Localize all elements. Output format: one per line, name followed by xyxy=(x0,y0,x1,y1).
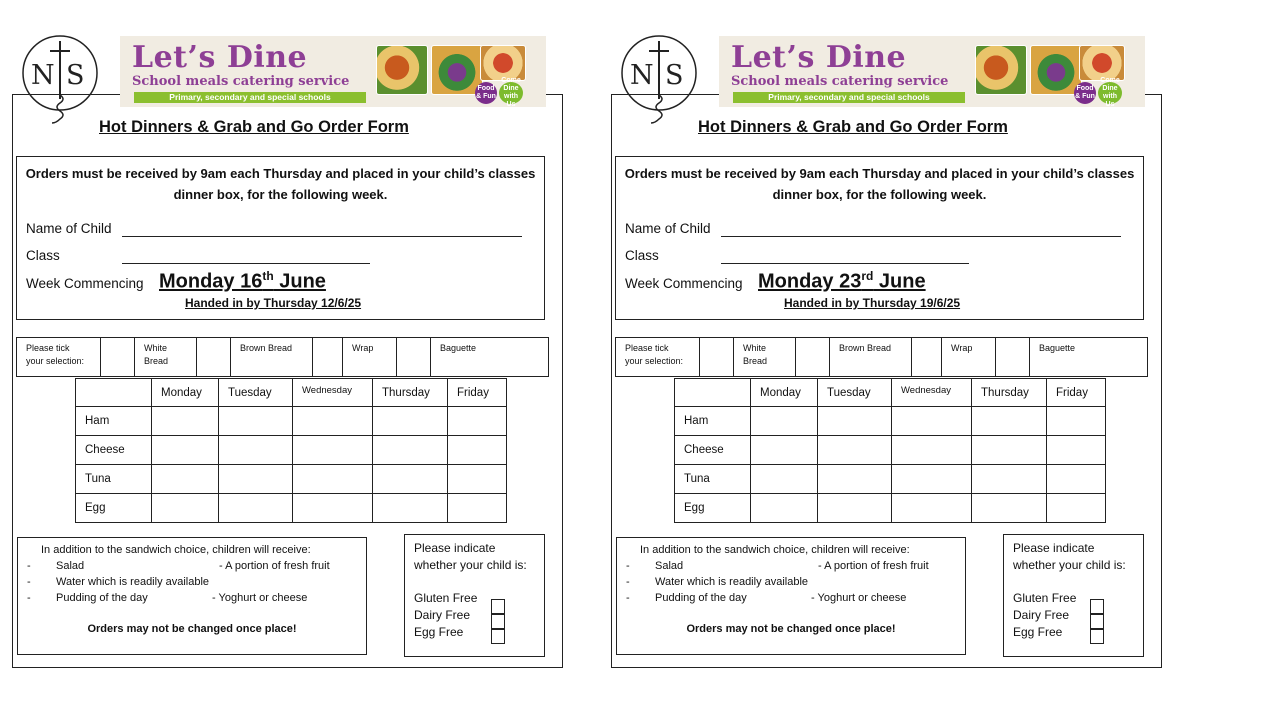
bread-prompt: Please tick your selection: xyxy=(17,338,101,376)
class-label: Class xyxy=(625,248,659,263)
egg-free-checkbox[interactable] xyxy=(1090,629,1104,644)
gluten-free-checkbox[interactable] xyxy=(1090,599,1104,614)
no-changes-warning: Orders may not be changed once place! xyxy=(87,623,297,635)
bread-selection-row xyxy=(615,337,1148,377)
baguette-checkbox[interactable] xyxy=(996,338,1030,376)
name-label: Name of Child xyxy=(625,221,711,236)
dairy-free-checkbox[interactable] xyxy=(491,614,505,629)
name-field[interactable] xyxy=(122,236,522,237)
week-commencing-date: Monday 16th June xyxy=(159,269,326,293)
handed-in-deadline: Handed in by Thursday 19/6/25 xyxy=(784,296,961,310)
order-cell[interactable] xyxy=(293,494,373,523)
order-cell[interactable] xyxy=(293,436,373,465)
extra-pudding: Pudding of the day xyxy=(655,592,747,604)
order-cell[interactable] xyxy=(818,494,892,523)
baguette-label: Baguette xyxy=(440,343,477,353)
white-bread-checkbox[interactable] xyxy=(101,338,135,376)
bread-selection-row xyxy=(16,337,549,377)
order-cell[interactable] xyxy=(293,407,373,436)
sandwich-order-grid xyxy=(674,378,1106,523)
class-field[interactable] xyxy=(122,263,370,264)
order-cell[interactable] xyxy=(448,407,507,436)
order-cell[interactable] xyxy=(1047,436,1106,465)
grid-corner xyxy=(76,379,152,407)
order-cell[interactable] xyxy=(751,465,818,494)
extras-intro: In addition to the sandwich choice, children will receive: xyxy=(41,544,311,556)
svg-text:N: N xyxy=(31,60,55,91)
table-row xyxy=(76,407,507,436)
food-fun-badge: Food & Fun xyxy=(1074,82,1096,104)
banner-subtitle: School meals catering service xyxy=(132,74,350,89)
order-cell[interactable] xyxy=(373,494,448,523)
egg-free-checkbox[interactable] xyxy=(491,629,505,644)
grid-corner xyxy=(675,379,751,407)
name-field[interactable] xyxy=(721,236,1121,237)
filling-label: Ham xyxy=(76,407,152,436)
table-row xyxy=(675,436,1106,465)
order-cell[interactable] xyxy=(972,494,1047,523)
banner-title: Let’s Dine xyxy=(132,40,308,75)
food-photo-icon xyxy=(1079,45,1125,81)
form-title: Hot Dinners & Grab and Go Order Form xyxy=(698,118,1008,136)
banner-subtitle: School meals catering service xyxy=(731,74,949,89)
order-cell[interactable] xyxy=(152,494,219,523)
order-cell[interactable] xyxy=(892,465,972,494)
week-commencing-date: Monday 23rd June xyxy=(758,269,926,293)
order-cell[interactable] xyxy=(751,407,818,436)
filling-label: Cheese xyxy=(675,436,751,465)
week-label: Week Commencing xyxy=(625,276,743,291)
school-logo-icon xyxy=(615,33,703,125)
bullet-dash: - xyxy=(27,560,31,572)
white-bread-label: White Bread xyxy=(734,338,796,376)
day-header: Thursday xyxy=(972,379,1047,407)
order-cell[interactable] xyxy=(1047,465,1106,494)
bullet-dash: - xyxy=(626,576,630,588)
order-cell[interactable] xyxy=(448,436,507,465)
filling-label: Egg xyxy=(675,494,751,523)
grid-header-row xyxy=(675,379,1106,407)
order-cell[interactable] xyxy=(892,407,972,436)
wrap-checkbox[interactable] xyxy=(912,338,942,376)
brown-bread-checkbox[interactable] xyxy=(197,338,231,376)
filling-label: Cheese xyxy=(76,436,152,465)
table-row xyxy=(76,436,507,465)
table-row xyxy=(76,494,507,523)
brown-bread-label: Brown Bread xyxy=(830,338,912,376)
banner-tagline: Primary, secondary and special schools xyxy=(134,92,366,103)
gluten-free-checkbox[interactable] xyxy=(491,599,505,614)
deadline-notice: Orders must be received by 9am each Thursday and placed in your child’s classes dinner box, for the following week. xyxy=(624,166,1135,202)
order-form-right xyxy=(599,0,1199,720)
table-row xyxy=(76,465,507,494)
order-form-left xyxy=(0,0,600,720)
order-cell[interactable] xyxy=(818,407,892,436)
extra-salad: Salad xyxy=(655,560,684,572)
order-details-box xyxy=(615,156,1144,320)
extra-fruit: - A portion of fresh fruit xyxy=(818,560,929,572)
wrap-checkbox[interactable] xyxy=(313,338,343,376)
banner-title: Let’s Dine xyxy=(731,40,907,75)
name-label: Name of Child xyxy=(26,221,112,236)
svg-text:S: S xyxy=(665,60,684,91)
order-cell[interactable] xyxy=(373,465,448,494)
order-cell[interactable] xyxy=(219,465,293,494)
filling-label: Ham xyxy=(675,407,751,436)
extra-salad: Salad xyxy=(56,560,85,572)
brown-bread-checkbox[interactable] xyxy=(796,338,830,376)
banner-tagline: Primary, secondary and special schools xyxy=(733,92,965,103)
grid-header-row xyxy=(76,379,507,407)
order-cell[interactable] xyxy=(373,407,448,436)
order-cell[interactable] xyxy=(818,465,892,494)
order-cell[interactable] xyxy=(219,494,293,523)
day-header: Monday xyxy=(152,379,219,407)
bullet-dash: - xyxy=(626,592,630,604)
order-cell[interactable] xyxy=(1047,494,1106,523)
gluten-free-label: Gluten Free xyxy=(414,591,478,605)
order-cell[interactable] xyxy=(219,407,293,436)
extras-info-box xyxy=(616,537,966,655)
extra-water: Water which is readily available xyxy=(56,576,210,588)
lets-dine-banner xyxy=(719,36,1145,107)
day-header: Friday xyxy=(448,379,507,407)
order-details-box xyxy=(16,156,545,320)
order-cell[interactable] xyxy=(972,436,1047,465)
come-dine-badge: Dine with Us xyxy=(499,82,523,104)
dairy-free-checkbox[interactable] xyxy=(1090,614,1104,629)
order-cell[interactable] xyxy=(219,436,293,465)
order-cell[interactable] xyxy=(152,407,219,436)
day-header: Tuesday xyxy=(219,379,293,407)
baguette-checkbox[interactable] xyxy=(397,338,431,376)
order-cell[interactable] xyxy=(892,494,972,523)
wrap-label: Wrap xyxy=(343,338,397,376)
dairy-free-label: Dairy Free xyxy=(1013,608,1070,622)
lets-dine-banner xyxy=(120,36,546,107)
table-row xyxy=(675,465,1106,494)
handed-in-deadline: Handed in by Thursday 12/6/25 xyxy=(185,296,362,310)
extra-yoghurt: - Yoghurt or cheese xyxy=(212,592,308,604)
gluten-free-label: Gluten Free xyxy=(1013,591,1077,605)
bullet-dash: - xyxy=(626,560,630,572)
day-header: Tuesday xyxy=(818,379,892,407)
food-photo-icon xyxy=(480,45,526,81)
class-field[interactable] xyxy=(721,263,969,264)
no-changes-warning: Orders may not be changed once place! xyxy=(686,623,896,635)
day-header: Thursday xyxy=(373,379,448,407)
extra-yoghurt: - Yoghurt or cheese xyxy=(811,592,907,604)
extras-intro: In addition to the sandwich choice, children will receive: xyxy=(640,544,910,556)
come-dine-badge: Dine with Us xyxy=(1098,82,1122,104)
dietary-question: Please indicate whether your child is: xyxy=(1013,541,1126,572)
order-cell[interactable] xyxy=(818,436,892,465)
school-logo-icon xyxy=(16,33,104,125)
sandwich-order-grid xyxy=(75,378,507,523)
filling-label: Tuna xyxy=(76,465,152,494)
day-header: Monday xyxy=(751,379,818,407)
food-photo-icon xyxy=(975,45,1027,95)
egg-free-label: Egg Free xyxy=(414,625,464,639)
bullet-dash: - xyxy=(27,592,31,604)
dairy-free-label: Dairy Free xyxy=(414,608,471,622)
dietary-requirements-box xyxy=(1003,534,1144,657)
svg-text:N: N xyxy=(630,60,654,91)
svg-text:S: S xyxy=(66,60,85,91)
order-cell[interactable] xyxy=(751,494,818,523)
day-header: Wednesday xyxy=(293,379,373,407)
extra-fruit: - A portion of fresh fruit xyxy=(219,560,330,572)
dietary-requirements-box xyxy=(404,534,545,657)
extra-water: Water which is readily available xyxy=(655,576,809,588)
order-cell[interactable] xyxy=(751,436,818,465)
white-bread-label: White Bread xyxy=(135,338,197,376)
deadline-notice: Orders must be received by 9am each Thursday and placed in your child’s classes dinner box, for the following week. xyxy=(25,166,536,202)
filling-label: Egg xyxy=(76,494,152,523)
food-fun-badge: Food & Fun xyxy=(475,82,497,104)
order-cell[interactable] xyxy=(972,465,1047,494)
order-cell[interactable] xyxy=(293,465,373,494)
day-header: Wednesday xyxy=(892,379,972,407)
week-label: Week Commencing xyxy=(26,276,144,291)
form-title: Hot Dinners & Grab and Go Order Form xyxy=(99,118,409,136)
order-cell[interactable] xyxy=(1047,407,1106,436)
order-cell[interactable] xyxy=(972,407,1047,436)
white-bread-checkbox[interactable] xyxy=(700,338,734,376)
filling-label: Tuna xyxy=(675,465,751,494)
table-row xyxy=(675,407,1106,436)
order-cell[interactable] xyxy=(892,436,972,465)
order-cell[interactable] xyxy=(448,465,507,494)
order-cell[interactable] xyxy=(373,436,448,465)
table-row xyxy=(675,494,1106,523)
order-cell[interactable] xyxy=(448,494,507,523)
bread-prompt: Please tick your selection: xyxy=(616,338,700,376)
baguette-label: Baguette xyxy=(1039,343,1076,353)
class-label: Class xyxy=(26,248,60,263)
order-cell[interactable] xyxy=(152,465,219,494)
day-header: Friday xyxy=(1047,379,1106,407)
extra-pudding: Pudding of the day xyxy=(56,592,148,604)
wrap-label: Wrap xyxy=(942,338,996,376)
extras-info-box xyxy=(17,537,367,655)
dietary-question: Please indicate whether your child is: xyxy=(414,541,527,572)
egg-free-label: Egg Free xyxy=(1013,625,1063,639)
brown-bread-label: Brown Bread xyxy=(231,338,313,376)
food-photo-icon xyxy=(376,45,428,95)
order-cell[interactable] xyxy=(152,436,219,465)
bullet-dash: - xyxy=(27,576,31,588)
